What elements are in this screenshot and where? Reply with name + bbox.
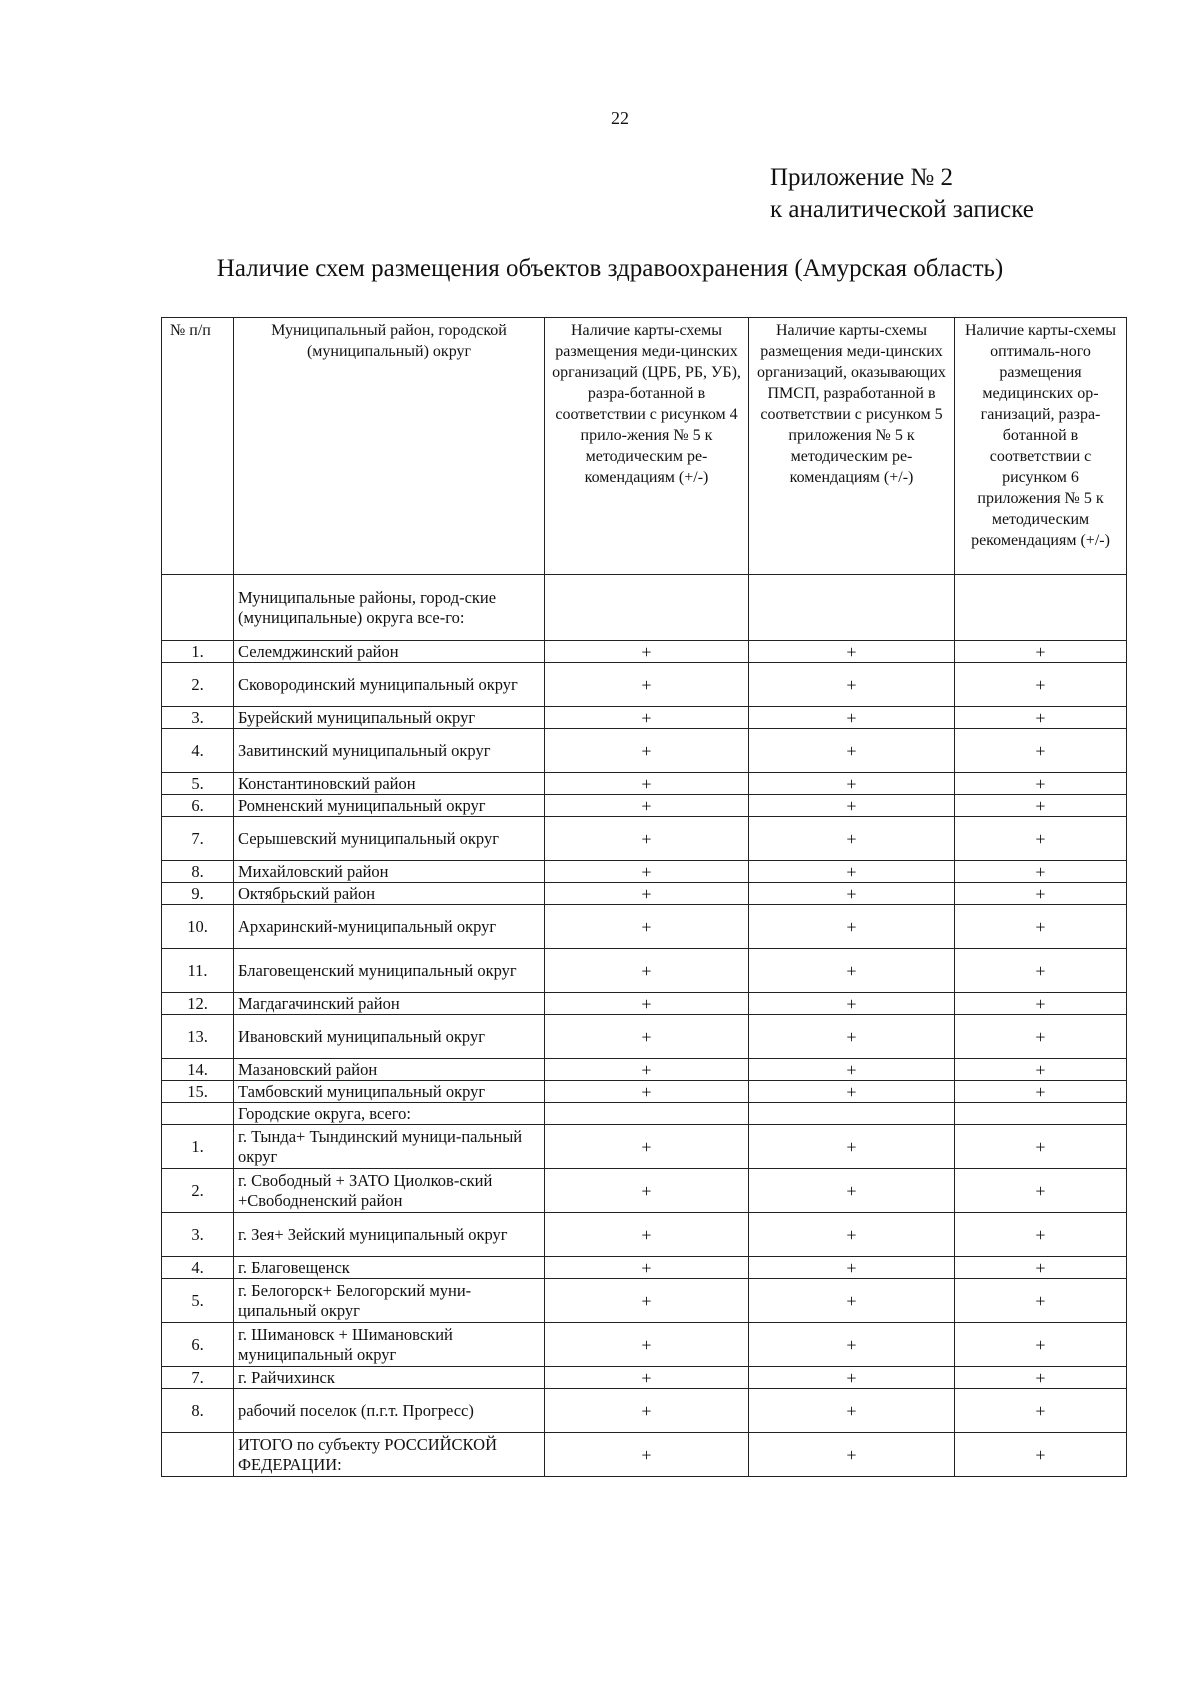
mark-crb: + [545,1279,749,1323]
mark-pmsp: + [749,1367,955,1389]
mark-pmsp: + [749,1389,955,1433]
mark-pmsp: + [749,883,955,905]
table-row [162,773,1127,795]
header-scheme-pmsp: Наличие карты-схемы размещения меди-цинских организаций, оказывающих ПМСП, разработанной в соответствии с рисунком 5 приложения № 5 к методическим ре-комендациям (+/-) [749,318,955,575]
row-number: 3. [162,1213,234,1257]
mark-pmsp: + [749,1279,955,1323]
mark-crb: + [545,949,749,993]
district-name: г. Благовещенск [234,1257,545,1279]
mark-crb: + [545,1213,749,1257]
mark-optimal: + [955,817,1127,861]
page-number: 22 [611,108,629,128]
district-name: Сковородинский муниципальный округ [234,663,545,707]
document-title: Наличие схем размещения объектов здравоохранения (Амурская область) [216,255,1004,282]
district-name: рабочий поселок (п.г.т. Прогресс) [234,1389,545,1433]
row-number: 7. [162,817,234,861]
empty-cell [749,575,955,641]
empty-cell [955,1103,1127,1125]
row-number: 12. [162,993,234,1015]
district-name: г. Зея+ Зейский муниципальный округ [234,1213,545,1257]
mark-pmsp: + [749,1323,955,1367]
district-name: г. Райчихинск [234,1367,545,1389]
district-name: Ромненский муниципальный округ [234,795,545,817]
row-number: 2. [162,663,234,707]
table-row [162,1015,1127,1059]
row-number: 9. [162,883,234,905]
mark-optimal: + [955,773,1127,795]
mark-optimal: + [955,1169,1127,1213]
row-number: 11. [162,949,234,993]
table-row [162,1125,1127,1169]
empty-cell [545,1103,749,1125]
mark-pmsp: + [749,729,955,773]
mark-pmsp: + [749,905,955,949]
mark-optimal: + [955,795,1127,817]
mark-pmsp: + [749,773,955,795]
mark-optimal: + [955,1257,1127,1279]
table-row [162,795,1127,817]
header-number: № п/п [162,318,234,575]
mark-crb: + [545,1257,749,1279]
appendix-line-2: к аналитической записке [770,196,1034,223]
mark-crb: + [545,1059,749,1081]
empty-cell [545,575,749,641]
mark-crb: + [545,1323,749,1367]
district-name: Бурейский муниципальный округ [234,707,545,729]
row-number: 8. [162,1389,234,1433]
healthcare-schemes-table [161,317,1127,1477]
row-number: 1. [162,641,234,663]
mark-crb: + [545,1169,749,1213]
district-name: Архаринский-муниципальный округ [234,905,545,949]
mark-optimal: + [955,949,1127,993]
section-header-row [162,575,1127,641]
district-name: Ивановский муниципальный округ [234,1015,545,1059]
mark-pmsp: + [749,1015,955,1059]
mark-crb: + [545,795,749,817]
row-number [162,1433,234,1477]
mark-optimal: + [955,663,1127,707]
section-title: Муниципальные районы, город-ские (муниципальные) округа все-го: [234,575,545,641]
appendix-line-1: Приложение № 2 [770,164,954,191]
table-header-row [162,318,1127,575]
district-name: Серышевский муниципальный округ [234,817,545,861]
mark-crb: + [545,707,749,729]
mark-pmsp: + [749,1433,955,1477]
mark-pmsp: + [749,1213,955,1257]
table-row [162,707,1127,729]
mark-optimal: + [955,905,1127,949]
district-name: Мазановский район [234,1059,545,1081]
section-title: Городские округа, всего: [234,1103,545,1125]
table-row [162,663,1127,707]
mark-pmsp: + [749,1257,955,1279]
mark-optimal: + [955,1323,1127,1367]
table-row [162,1257,1127,1279]
mark-crb: + [545,663,749,707]
row-number: 13. [162,1015,234,1059]
district-name: Магдагачинский район [234,993,545,1015]
mark-pmsp: + [749,663,955,707]
row-number: 10. [162,905,234,949]
table-row [162,883,1127,905]
mark-optimal: + [955,1059,1127,1081]
mark-pmsp: + [749,817,955,861]
mark-pmsp: + [749,861,955,883]
section-num-cell [162,575,234,641]
mark-optimal: + [955,1279,1127,1323]
district-name: Селемджинский район [234,641,545,663]
table-row [162,993,1127,1015]
mark-optimal: + [955,1389,1127,1433]
mark-crb: + [545,729,749,773]
mark-pmsp: + [749,1169,955,1213]
mark-crb: + [545,1389,749,1433]
mark-pmsp: + [749,993,955,1015]
mark-optimal: + [955,861,1127,883]
mark-optimal: + [955,1213,1127,1257]
mark-crb: + [545,1081,749,1103]
row-number: 2. [162,1169,234,1213]
mark-optimal: + [955,729,1127,773]
mark-pmsp: + [749,1125,955,1169]
empty-cell [955,575,1127,641]
table-row [162,1213,1127,1257]
appendix-note [770,162,1034,226]
mark-crb: + [545,1015,749,1059]
mark-crb: + [545,1367,749,1389]
mark-crb: + [545,1125,749,1169]
row-number: 6. [162,1323,234,1367]
mark-optimal: + [955,1015,1127,1059]
row-number: 5. [162,1279,234,1323]
district-name: Константиновский район [234,773,545,795]
row-number: 6. [162,795,234,817]
table-row [162,641,1127,663]
mark-optimal: + [955,993,1127,1015]
table-row [162,1059,1127,1081]
mark-pmsp: + [749,641,955,663]
row-number: 15. [162,1081,234,1103]
section-header-row [162,1103,1127,1125]
header-scheme-optimal: Наличие карты-схемы оптималь-ного размещения медицинских ор-ганизаций, разра-ботанной в соответствии с рисунком 6 приложения № 5 к методическим рекомендациям (+/-) [955,318,1127,575]
table-row [162,729,1127,773]
table-row [162,1323,1127,1367]
mark-crb: + [545,993,749,1015]
mark-optimal: + [955,641,1127,663]
header-scheme-crb: Наличие карты-схемы размещения меди-цинских организаций (ЦРБ, РБ, УБ), разра-ботанной в соответствии с рисунком 4 прило-жения № 5 к методическим ре-комендациям (+/-) [545,318,749,575]
table-row [162,1433,1127,1477]
row-number: 4. [162,1257,234,1279]
row-number: 3. [162,707,234,729]
district-name: Благовещенский муниципальный округ [234,949,545,993]
table-row [162,861,1127,883]
district-name: ИТОГО по субъекту РОССИЙСКОЙ ФЕДЕРАЦИИ: [234,1433,545,1477]
table-row [162,1279,1127,1323]
district-name: г. Тында+ Тындинский муници-пальный округ [234,1125,545,1169]
mark-optimal: + [955,1433,1127,1477]
table-row [162,905,1127,949]
district-name: Михайловский район [234,861,545,883]
mark-pmsp: + [749,707,955,729]
mark-crb: + [545,1433,749,1477]
empty-cell [749,1103,955,1125]
empty-cell [162,1103,234,1125]
table-row [162,1389,1127,1433]
mark-pmsp: + [749,949,955,993]
table-row [162,949,1127,993]
district-name: г. Шимановск + Шимановский муниципальный округ [234,1323,545,1367]
row-number: 14. [162,1059,234,1081]
mark-optimal: + [955,1081,1127,1103]
district-name: г. Свободный + ЗАТО Циолков-ский +Свободненский район [234,1169,545,1213]
mark-optimal: + [955,883,1127,905]
mark-optimal: + [955,1367,1127,1389]
mark-pmsp: + [749,795,955,817]
district-name: Октябрьский район [234,883,545,905]
mark-optimal: + [955,1125,1127,1169]
row-number: 4. [162,729,234,773]
header-district: Муниципальный район, городской (муниципальный) округ [234,318,545,575]
row-number: 8. [162,861,234,883]
mark-crb: + [545,883,749,905]
mark-crb: + [545,641,749,663]
mark-crb: + [545,861,749,883]
mark-pmsp: + [749,1059,955,1081]
mark-crb: + [545,817,749,861]
table-row [162,1169,1127,1213]
mark-crb: + [545,905,749,949]
district-name: Завитинский муниципальный округ [234,729,545,773]
mark-crb: + [545,773,749,795]
table-row [162,1081,1127,1103]
table-row [162,817,1127,861]
table-row [162,1367,1127,1389]
district-name: г. Белогорск+ Белогорский муни-ципальный округ [234,1279,545,1323]
mark-pmsp: + [749,1081,955,1103]
district-name: Тамбовский муниципальный округ [234,1081,545,1103]
row-number: 1. [162,1125,234,1169]
row-number: 7. [162,1367,234,1389]
row-number: 5. [162,773,234,795]
mark-optimal: + [955,707,1127,729]
